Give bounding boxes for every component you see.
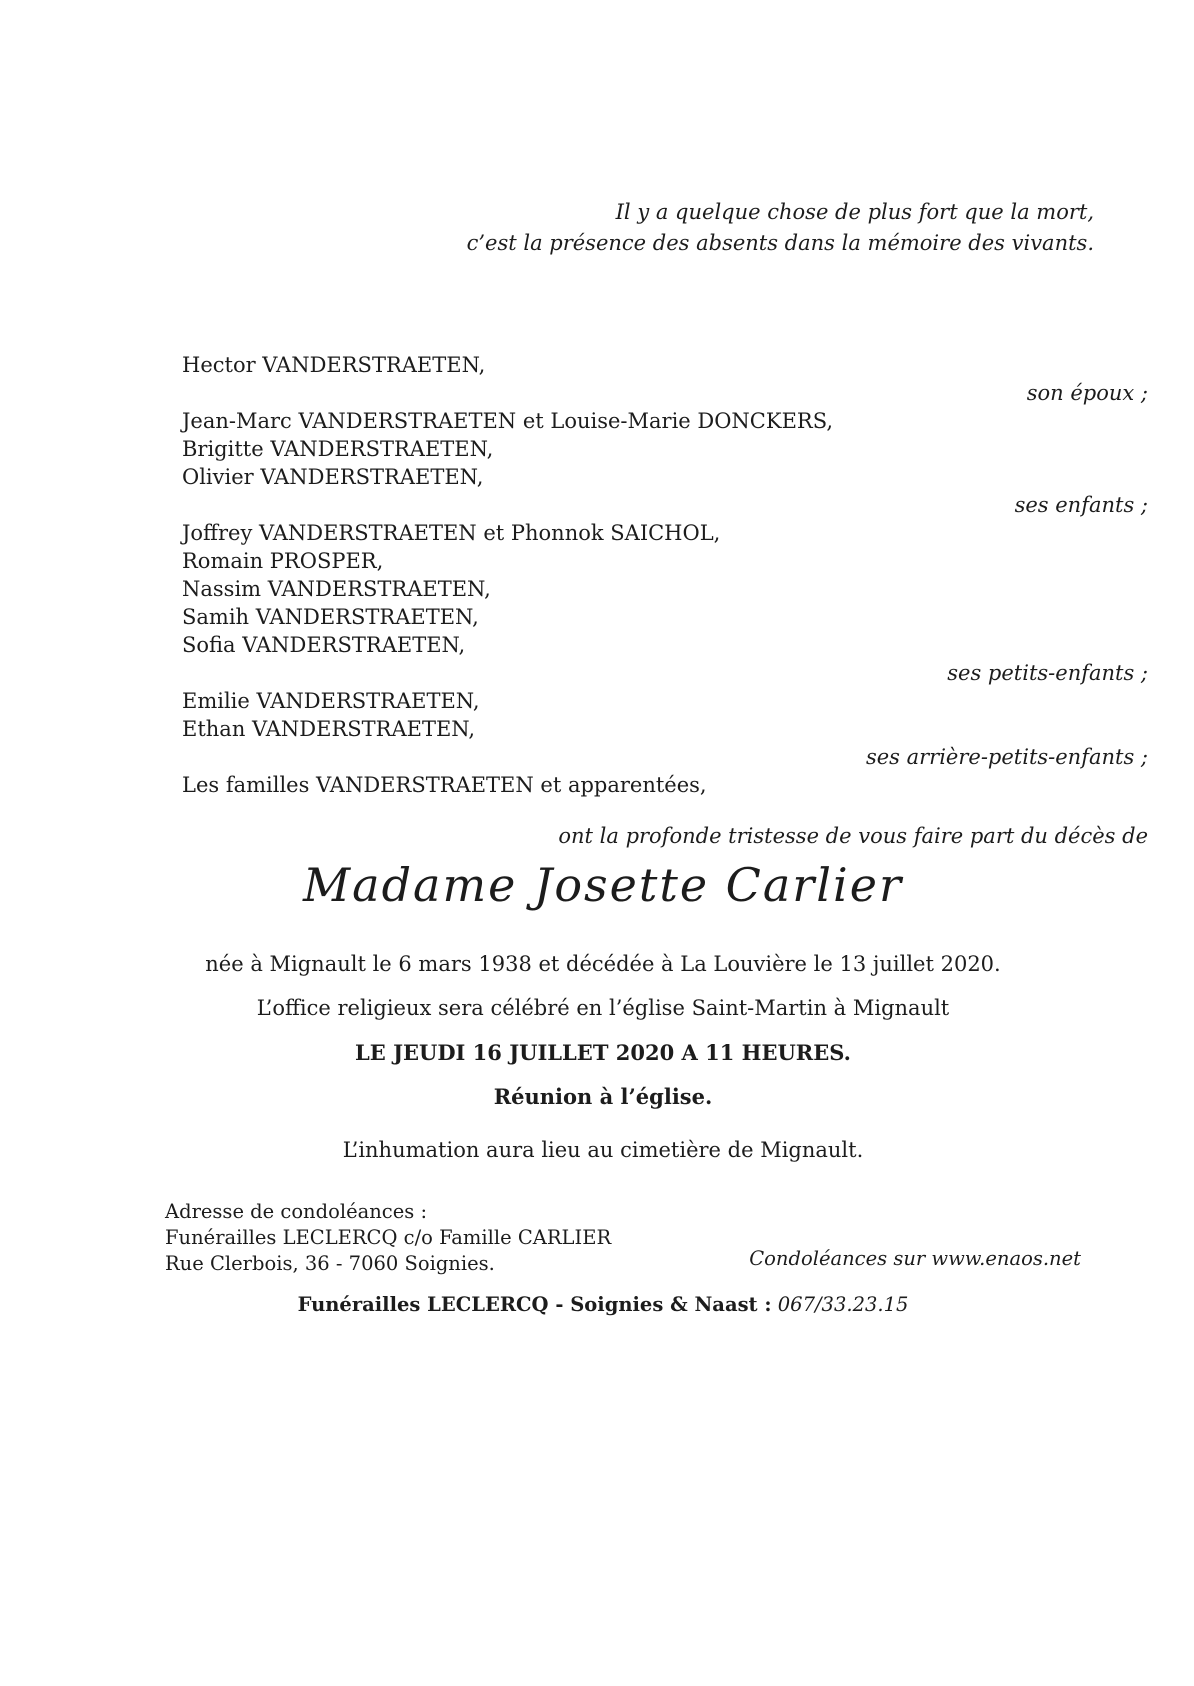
life-dates-line: née à Mignault le 6 mars 1938 et décédée à La Louvière le 13 juillet 2020. xyxy=(205,952,1001,976)
epigraph xyxy=(182,197,1094,259)
mourner-name: Sofia VANDERSTRAETEN, xyxy=(182,633,466,657)
burial-line: L’inhumation aura lieu au cimetière de Mignault. xyxy=(342,1138,864,1162)
mourner-name: Joffrey VANDERSTRAETEN et Phonnok SAICHOL, xyxy=(182,521,721,545)
mourner-name: Olivier VANDERSTRAETEN, xyxy=(182,465,484,489)
service-datetime-line: LE JEUDI 16 JUILLET 2020 A 11 HEURES. xyxy=(354,1040,851,1065)
mourner-name: Hector VANDERSTRAETEN, xyxy=(182,353,486,377)
condolence-address-line-2: Rue Clerbois, 36 - 7060 Soignies. xyxy=(165,1252,495,1275)
condolence-address-label: Adresse de condoléances : xyxy=(165,1200,428,1223)
mourner-name: Romain PROSPER, xyxy=(182,549,384,573)
deceased-name: Madame Josette Carlier xyxy=(303,858,903,912)
relation-label: ses arrière-petits-enfants ; xyxy=(865,745,1148,769)
online-condolences-line: Condoléances sur www.enaos.net xyxy=(749,1247,1081,1270)
condolence-address-block xyxy=(165,1199,611,1277)
funeral-home-name: Funérailles LECLERCQ - Soignies & Naast : xyxy=(297,1293,772,1316)
meeting-line: Réunion à l’église. xyxy=(493,1084,713,1109)
mourner-name: Nassim VANDERSTRAETEN, xyxy=(182,577,491,601)
mourner-name: Emilie VANDERSTRAETEN, xyxy=(182,689,480,713)
mourners-list xyxy=(182,351,1148,799)
epigraph-line-2: c’est la présence des absents dans la mémoire des vivants. xyxy=(466,231,1094,255)
mourner-name: Jean-Marc VANDERSTRAETEN et Louise-Marie DONCKERS, xyxy=(182,409,834,433)
mourner-name: Samih VANDERSTRAETEN, xyxy=(182,605,479,629)
funeral-home-footer xyxy=(12,1293,1194,1316)
relation-label: son époux ; xyxy=(1026,381,1148,405)
mourner-name: Les familles VANDERSTRAETEN et apparentées, xyxy=(182,773,707,797)
relation-label: ses petits-enfants ; xyxy=(947,661,1148,685)
mourner-name: Ethan VANDERSTRAETEN, xyxy=(182,717,476,741)
religious-service-line: L’office religieux sera célébré en l’église Saint-Martin à Mignault xyxy=(256,996,950,1020)
announcement-line: ont la profonde tristesse de vous faire part du décès de xyxy=(558,824,1148,848)
condolence-address-line-1: Funérailles LECLERCQ c/o Famille CARLIER xyxy=(165,1226,612,1249)
funeral-home-phone: 067/33.23.15 xyxy=(777,1293,909,1316)
relation-label: ses enfants ; xyxy=(1014,493,1148,517)
epigraph-line-1: Il y a quelque chose de plus fort que la mort, xyxy=(615,200,1094,224)
mourner-name: Brigitte VANDERSTRAETEN, xyxy=(182,437,494,461)
